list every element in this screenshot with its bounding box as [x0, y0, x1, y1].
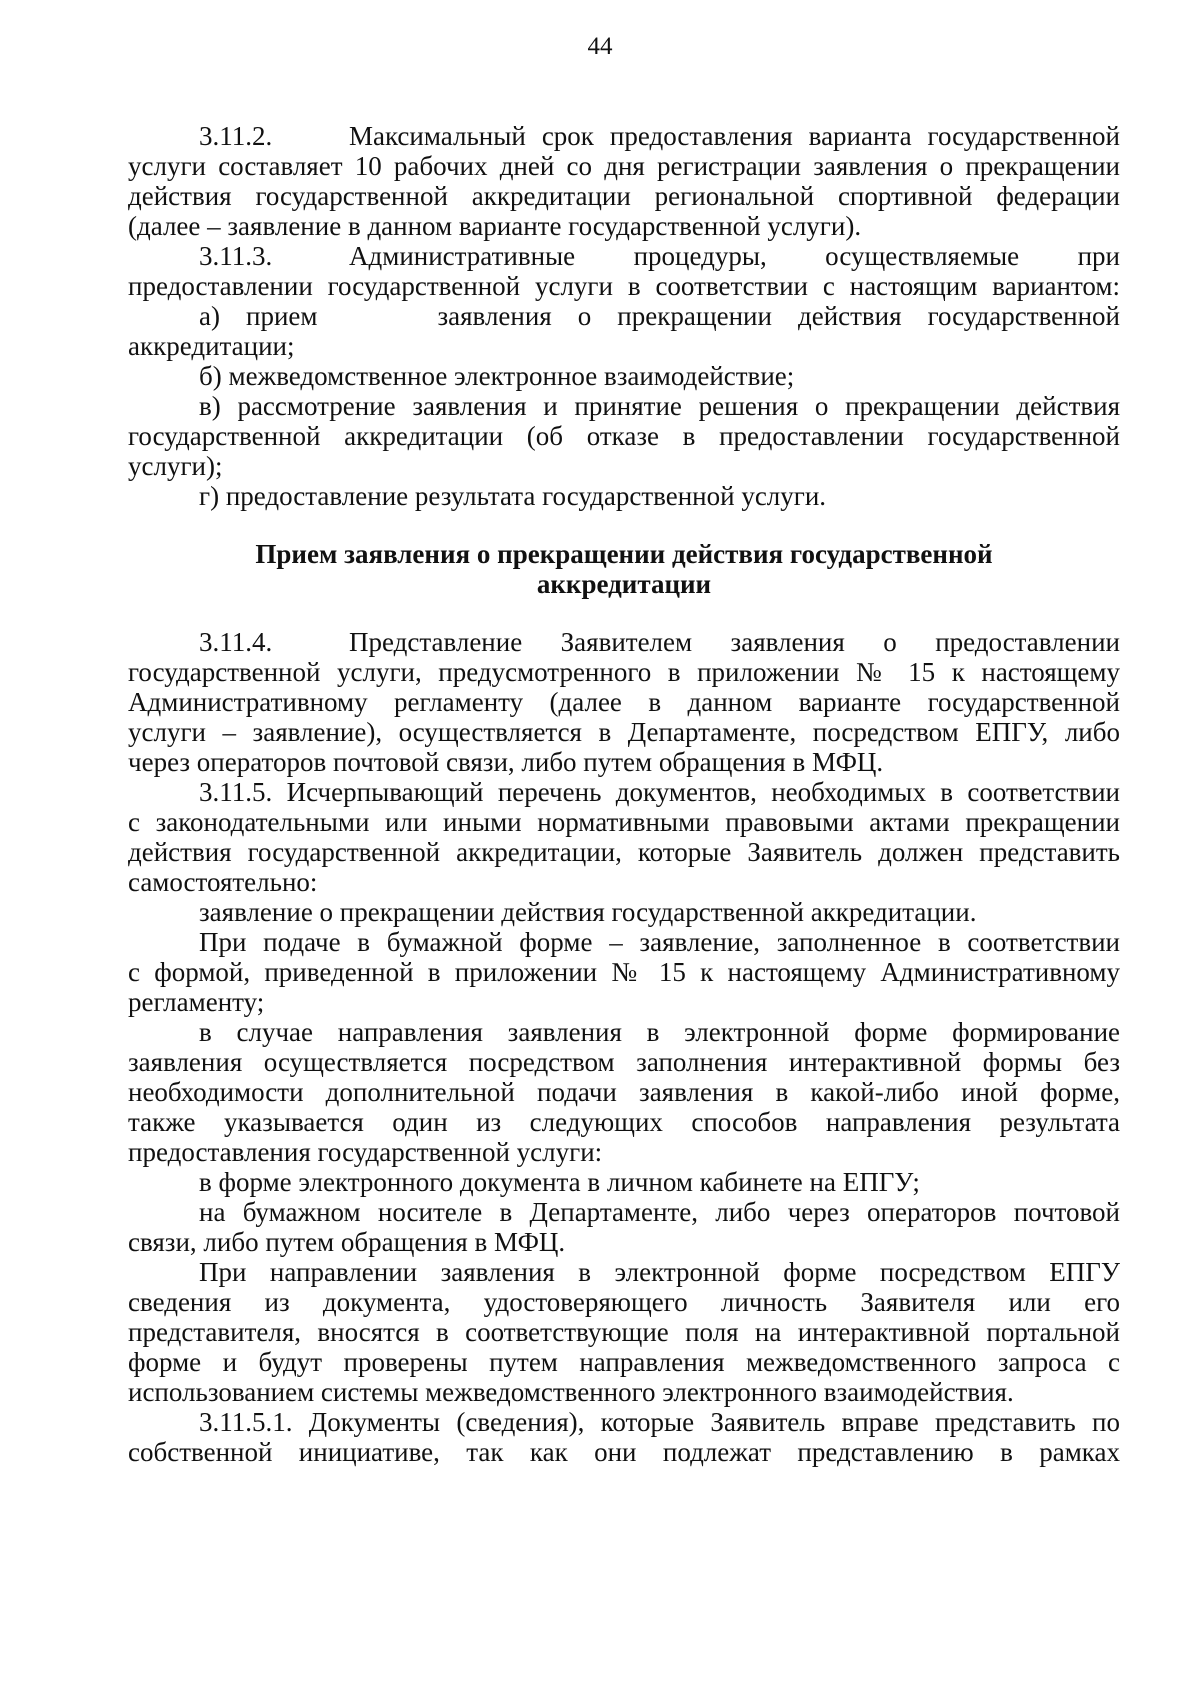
- page-number: 44: [587, 33, 613, 60]
- text-line: также указывается один из следующих способов направления результата: [128, 1107, 1120, 1137]
- text-line: предоставления государственной услуги:: [128, 1137, 603, 1167]
- text-line: необходимости дополнительной подачи заявления в какой-либо иной форме,: [128, 1077, 1120, 1107]
- text-line: регламенту;: [128, 987, 265, 1017]
- text-line: предоставлении государственной услуги в соответствии с настоящим вариантом:: [128, 271, 1120, 301]
- text-line: государственной услуги, предусмотренного в приложении № 15 к настоящему: [128, 657, 1120, 687]
- text-line: действия государственной аккредитации, которые Заявитель должен представить: [128, 837, 1120, 867]
- text-line: а) прием заявления о прекращении действия государственной: [199, 301, 1120, 331]
- text-line: 3.11.2. Максимальный срок предоставления варианта государственной: [199, 121, 1120, 151]
- text-line: 3.11.3. Административные процедуры, осуществляемые при: [199, 241, 1120, 271]
- section-heading: Прием заявления о прекращении действия государственной: [255, 539, 993, 569]
- text-line: с формой, приведенной в приложении № 15 к настоящему Административному: [128, 957, 1120, 987]
- text-line: услуги – заявление), осуществляется в Департаменте, посредством ЕПГУ, либо: [128, 717, 1120, 747]
- text-line: собственной инициативе, так как они подлежат представлению в рамках: [128, 1437, 1120, 1467]
- text-line: заявление о прекращении действия государственной аккредитации.: [199, 897, 977, 927]
- text-line: представителя, вносятся в соответствующие поля на интерактивной портальной: [128, 1317, 1120, 1347]
- text-line: б) межведомственное электронное взаимодействие;: [199, 361, 795, 391]
- text-line: через операторов почтовой связи, либо путем обращения в МФЦ.: [128, 747, 884, 777]
- clause-number: 3.11.4.: [199, 627, 273, 657]
- text-line: в) рассмотрение заявления и принятие решения о прекращении действия: [199, 391, 1120, 421]
- text-line: Административному регламенту (далее в данном варианте государственной: [128, 687, 1120, 717]
- text-line: услуги составляет 10 рабочих дней со дня регистрации заявления о прекращении: [128, 151, 1120, 181]
- text-line: 3.11.5. Исчерпывающий перечень документов, необходимых в соответствии: [199, 777, 1120, 807]
- text-line: с законодательными или иными нормативными правовыми актами прекращении: [128, 807, 1120, 837]
- text-line: в форме электронного документа в личном кабинете на ЕПГУ;: [199, 1167, 920, 1197]
- text-line: При подаче в бумажной форме – заявление, заполненное в соответствии: [199, 927, 1120, 957]
- text-line: 3.11.5.1. Документы (сведения), которые Заявитель вправе представить по: [199, 1407, 1120, 1437]
- text-line: действия государственной аккредитации региональной спортивной федерации: [128, 181, 1120, 211]
- text-line: При направлении заявления в электронной форме посредством ЕПГУ: [199, 1257, 1120, 1287]
- clause-number: 3.11.3.: [199, 241, 273, 271]
- clause-number: 3.11.2.: [199, 121, 273, 151]
- text-line: самостоятельно:: [128, 867, 318, 897]
- text-line: заявления осуществляется посредством заполнения интерактивной формы без: [128, 1047, 1120, 1077]
- text-line: аккредитации;: [128, 331, 295, 361]
- text-line: 3.11.4. Представление Заявителем заявления о предоставлении: [199, 627, 1120, 657]
- text-line: в случае направления заявления в электронной форме формирование: [199, 1017, 1120, 1047]
- text-line: г) предоставление результата государственной услуги.: [199, 481, 827, 511]
- section-heading: аккредитации: [536, 569, 712, 599]
- text-line: связи, либо путем обращения в МФЦ.: [128, 1227, 566, 1257]
- text-line: сведения из документа, удостоверяющего личность Заявителя или его: [128, 1287, 1120, 1317]
- text-line: услуги);: [128, 451, 223, 481]
- text-line: форме и будут проверены путем направления межведомственного запроса с: [128, 1347, 1120, 1377]
- text-line: на бумажном носителе в Департаменте, либо через операторов почтовой: [199, 1197, 1120, 1227]
- text-line: государственной аккредитации (об отказе в предоставлении государственной: [128, 421, 1120, 451]
- text-line: использованием системы межведомственного электронного взаимодействия.: [128, 1377, 1014, 1407]
- text-line: (далее – заявление в данном варианте государственной услуги).: [128, 211, 862, 241]
